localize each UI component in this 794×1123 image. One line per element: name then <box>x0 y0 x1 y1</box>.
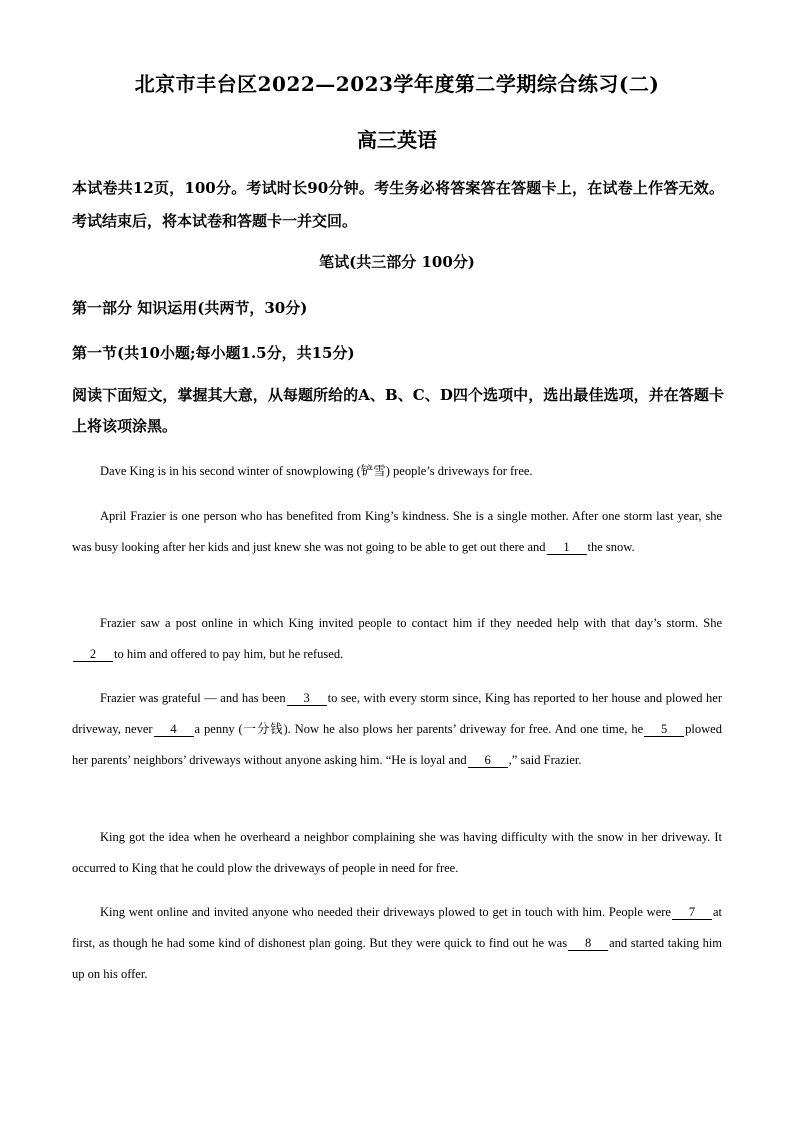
paragraph-text: April Frazier is one person who has benefited from King’s kindness. She is a single mother. After one storm last year, she was busy looking after her kids and just knew she was not going to be able to get out there and <box>72 509 722 554</box>
paragraph-text: Frazier was grateful — and has been <box>100 691 286 705</box>
blank-6: 6 <box>468 753 508 768</box>
blank-7: 7 <box>672 905 712 920</box>
paragraph-text: King got the idea when he overheard a neighbor complaining she was having difficulty with the snow in her driveway. It occurred to King that he could plow the driveways of people in need for free. <box>72 830 722 875</box>
reading-instructions: 阅读下面短文，掌握其大意，从每题所给的A、B、C、D四个选项中，选出最佳选项，并在答题卡上将该项涂黑。 <box>72 386 724 435</box>
exam-instructions: 本试卷共12页，100分。考试时长90分钟。考生务必将答案答在答题卡上，在试卷上作答无效。考试结束后，将本试卷和答题卡一并交回。 <box>72 179 724 230</box>
passage-paragraph-2 <box>72 501 722 563</box>
passage-paragraph-6 <box>72 897 722 990</box>
paragraph-text: plowed her parents’ neighbors’ driveways without anyone asking him. “He is loyal and <box>72 722 722 767</box>
passage-paragraph-3 <box>72 608 722 670</box>
paragraph-text: Frazier saw a post online in which King invited people to contact him if they needed help with that day’s storm. She <box>100 616 722 630</box>
passage-paragraph-1 <box>72 456 722 487</box>
paragraph-text: King went online and invited anyone who needed their driveways plowed to get in touch with him. People were <box>100 905 671 919</box>
blank-8: 8 <box>568 936 608 951</box>
blank-2: 2 <box>73 647 113 662</box>
paragraph-text: the snow. <box>587 540 635 554</box>
paragraph-text: a penny (一分钱). Now he also plows her parents’ driveway for free. And one time, he <box>194 722 644 736</box>
paragraph-text: Dave King is in his second winter of snowplowing (铲雪) people’s driveways for free. <box>100 464 533 478</box>
paragraph-text: and started taking him up on his offer. <box>72 936 723 981</box>
paragraph-text: at first, as though he had some kind of dishonest plan going. But they were quick to find out he was <box>72 905 722 950</box>
written-test-heading: 笔试(共三部分 100分) <box>319 253 475 271</box>
blank-5: 5 <box>644 722 684 737</box>
blank-3: 3 <box>287 691 327 706</box>
paragraph-text: ,” said Frazier. <box>508 753 582 767</box>
blank-4: 4 <box>154 722 194 737</box>
passage-paragraph-5 <box>72 822 722 884</box>
part-one-heading: 第一部分 知识运用(共两节，30分) <box>72 299 308 317</box>
exam-subject: 高三英语 <box>357 128 437 152</box>
section-one-heading: 第一节(共10小题;每小题1.5分，共15分) <box>72 344 355 362</box>
paragraph-text: to see, with every storm since, King has reported to her house and plowed her driveway, never <box>72 691 722 736</box>
blank-1: 1 <box>547 540 587 555</box>
paragraph-text: to him and offered to pay him, but he refused. <box>114 647 344 661</box>
passage-paragraph-4 <box>72 683 722 776</box>
exam-title: 北京市丰台区2022—2023学年度第二学期综合练习(二) <box>134 72 660 96</box>
